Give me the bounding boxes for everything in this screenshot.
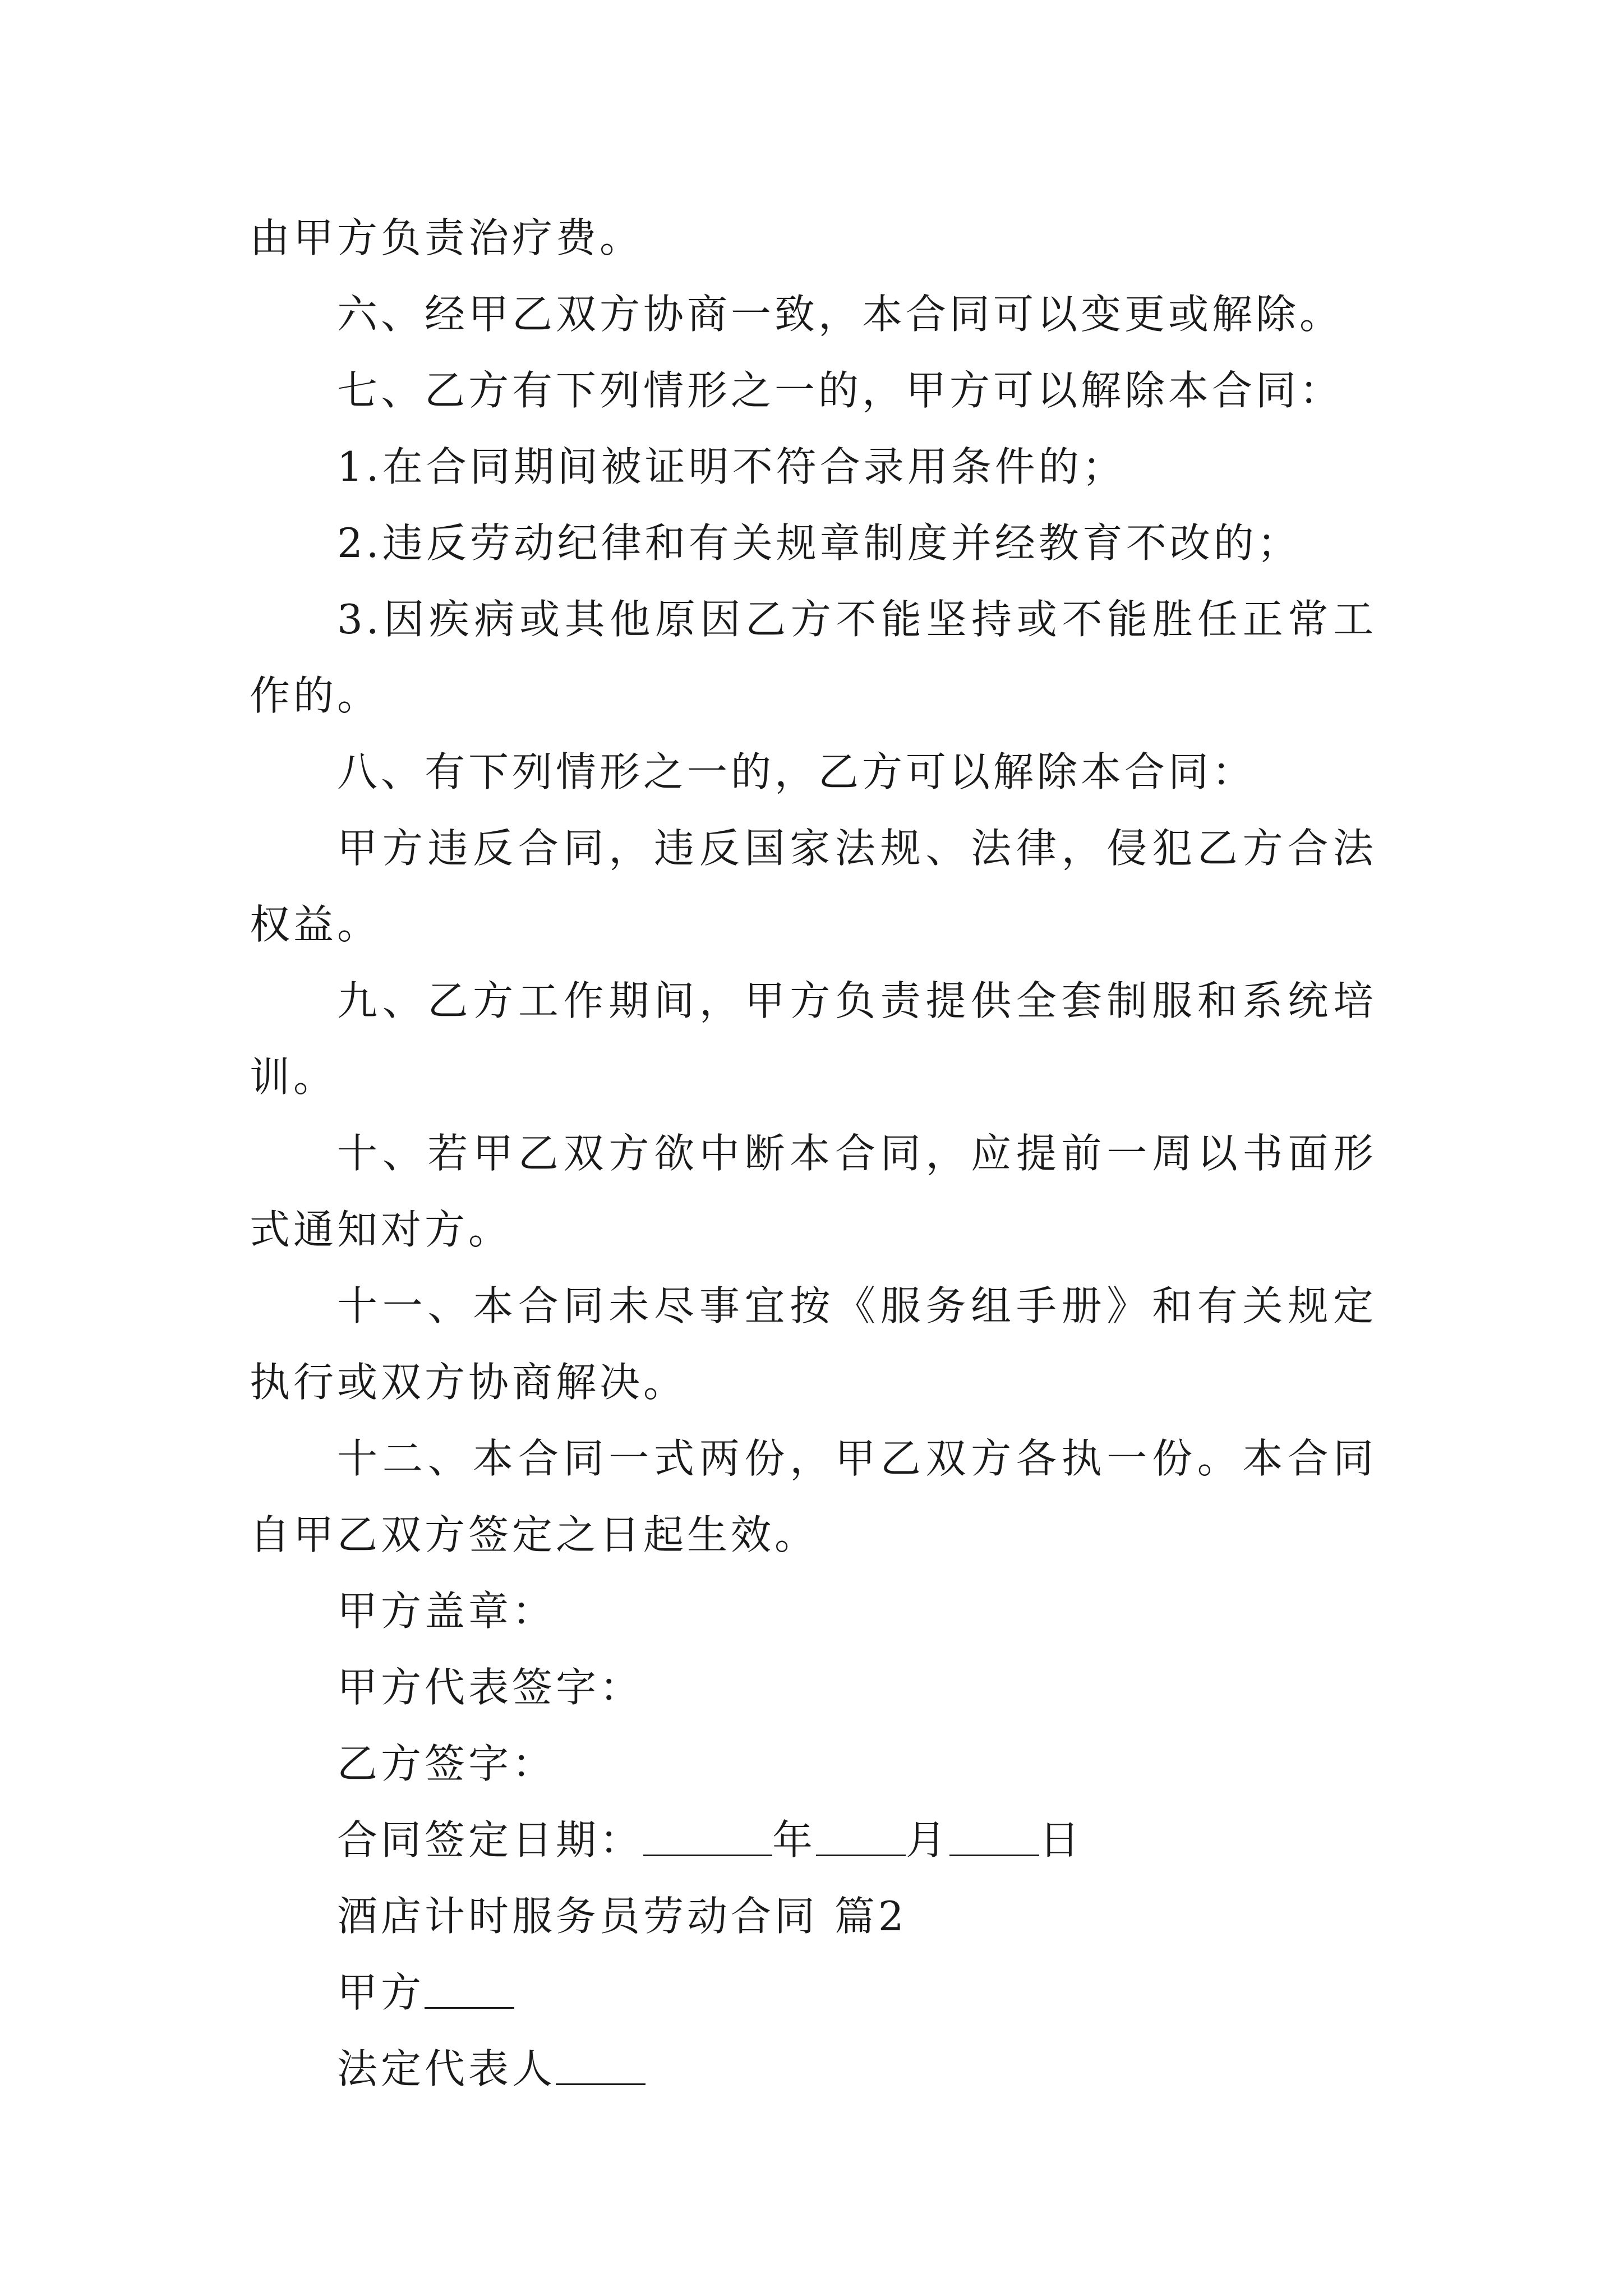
clause-9: 九、乙方工作期间，甲方负责提供全套制服和系统培训。 [250, 977, 1377, 1101]
paragraph-treatment-fee: 由甲方负责治疗费。 [250, 214, 644, 261]
year-label: 年 [772, 1816, 817, 1864]
party-a-blank[interactable] [425, 1973, 514, 2009]
clause-8-item: 甲方违反合同，违反国家法规、法律，侵犯乙方合法权益。 [250, 825, 1377, 948]
clause-7-item-3: 3.因疾病或其他原因乙方不能坚持或不能胜任正常工作的。 [250, 596, 1377, 719]
clause-8: 八、有下列情形之一的，乙方可以解除本合同： [337, 748, 1256, 795]
clause-7-item-2: 2.违反劳动纪律和有关规章制度并经教育不改的； [337, 519, 1301, 567]
year-blank[interactable] [643, 1821, 772, 1856]
clause-7-item-1: 1.在合同期间被证明不符合录用条件的； [337, 443, 1126, 490]
document-body [250, 200, 1377, 2107]
month-label: 月 [906, 1816, 950, 1864]
day-label: 日 [1039, 1816, 1083, 1864]
section-title: 酒店计时服务员劳动合同 篇2 [337, 1893, 907, 1940]
party-a-rep-signature-label: 甲方代表签字： [337, 1664, 644, 1711]
signing-date-line [250, 1802, 1377, 1878]
clause-6: 六、经甲乙双方协商一致，本合同可以变更或解除。 [337, 291, 1344, 338]
party-a-seal-label: 甲方盖章： [337, 1588, 556, 1635]
legal-rep-blank[interactable] [556, 2050, 645, 2085]
day-blank[interactable] [949, 1821, 1039, 1856]
party-a-label: 甲方 [337, 1969, 425, 2016]
clause-11: 十一、本合同未尽事宜按《服务组手册》和有关规定执行或双方协商解决。 [250, 1282, 1377, 1406]
clause-10: 十、若甲乙双方欲中断本合同，应提前一周以书面形式通知对方。 [250, 1130, 1377, 1253]
clause-12: 十二、本合同一式两份，甲乙双方各执一份。本合同自甲乙双方签定之日起生效。 [250, 1435, 1377, 1558]
legal-rep-label: 法定代表人 [337, 2045, 556, 2092]
signing-date-label: 合同签定日期： [337, 1816, 644, 1864]
party-b-signature-label: 乙方签字： [337, 1740, 556, 1787]
legal-rep-line [250, 2031, 1377, 2107]
party-a-line [250, 1954, 1377, 2031]
month-blank[interactable] [816, 1821, 906, 1856]
clause-7: 七、乙方有下列情形之一的，甲方可以解除本合同： [337, 367, 1344, 414]
